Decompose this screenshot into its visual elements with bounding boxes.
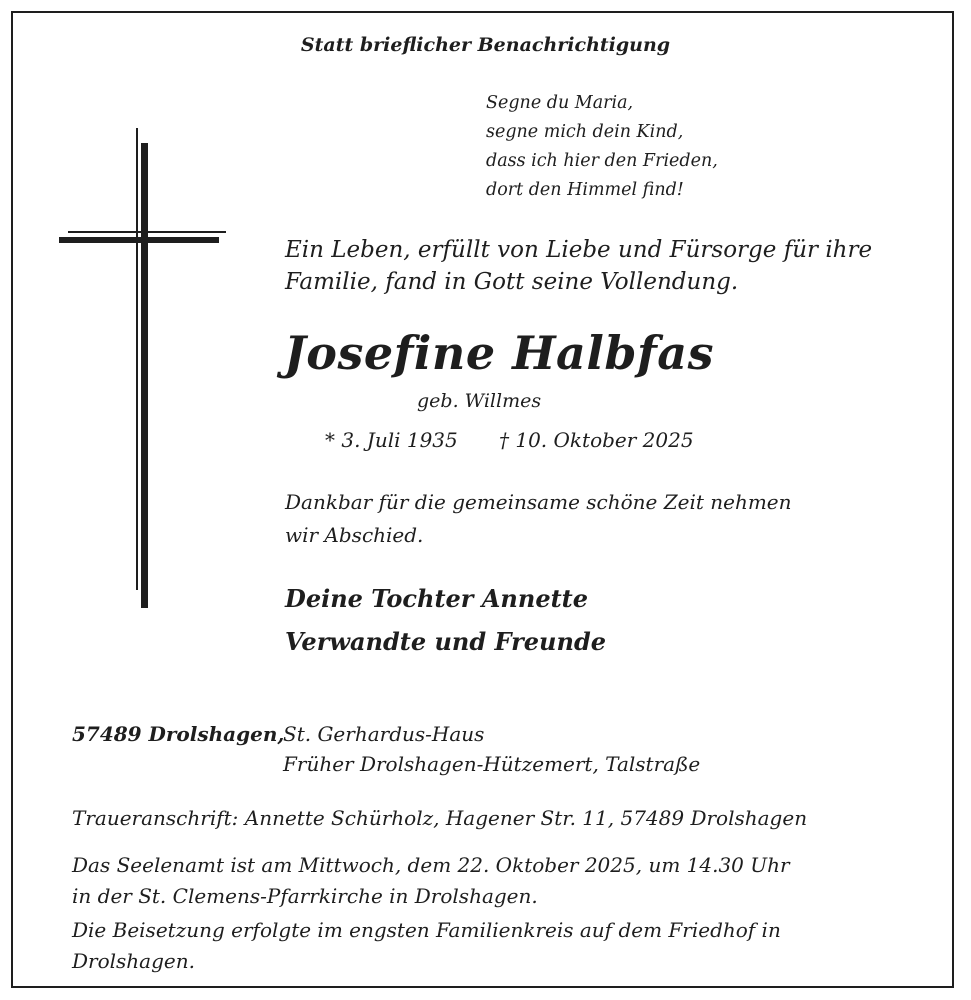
thanks-text	[285, 486, 792, 552]
deceased-name: Josefine Halbfas	[284, 326, 714, 380]
mourner-relatives: Verwandte und Freunde	[285, 627, 606, 656]
notice-header: Statt brieflicher Benachrichtigung	[300, 34, 671, 56]
service-line: in der St. Clemens-Pfarrkirche in Drolshagen.	[72, 884, 538, 908]
intro-line: Ein Leben, erfüllt von Liebe und Fürsorge für ihre	[285, 237, 873, 263]
death-date: † 10. Oktober 2025	[499, 428, 694, 452]
place-name: 57489 Drolshagen,	[72, 722, 285, 746]
burial-info	[72, 915, 781, 977]
thanks-line: Dankbar für die gemeinsame schöne Zeit nehmen	[285, 490, 792, 514]
location-line: St. Gerhardus-Haus	[283, 722, 485, 746]
mourning-address: Traueranschrift: Annette Schürholz, Hagener Str. 11, 57489 Drolshagen	[72, 806, 808, 830]
verse-line: Segne du Maria,	[486, 93, 634, 113]
intro-line: Familie, fand in Gott seine Vollendung.	[285, 269, 739, 295]
maiden-name: geb. Willmes	[417, 390, 542, 412]
location-line: Früher Drolshagen-Hützemert, Talstraße	[283, 752, 701, 776]
service-info	[72, 850, 790, 912]
verse-line: dort den Himmel find!	[486, 180, 684, 200]
intro-text	[285, 234, 872, 298]
verse-block	[486, 89, 718, 205]
verse-line: segne mich dein Kind,	[486, 122, 684, 142]
cross-icon	[58, 128, 228, 610]
service-line: Das Seelenamt ist am Mittwoch, dem 22. Oktober 2025, um 14.30 Uhr	[72, 853, 790, 877]
birth-date: * 3. Juli 1935	[325, 428, 458, 452]
burial-line: Die Beisetzung erfolgte im engsten Familienkreis auf dem Friedhof in	[72, 918, 781, 942]
verse-line: dass ich hier den Frieden,	[486, 151, 718, 171]
thanks-line: wir Abschied.	[285, 523, 424, 547]
mourner-daughter: Deine Tochter Annette	[285, 584, 589, 613]
burial-line: Drolshagen.	[72, 949, 195, 973]
